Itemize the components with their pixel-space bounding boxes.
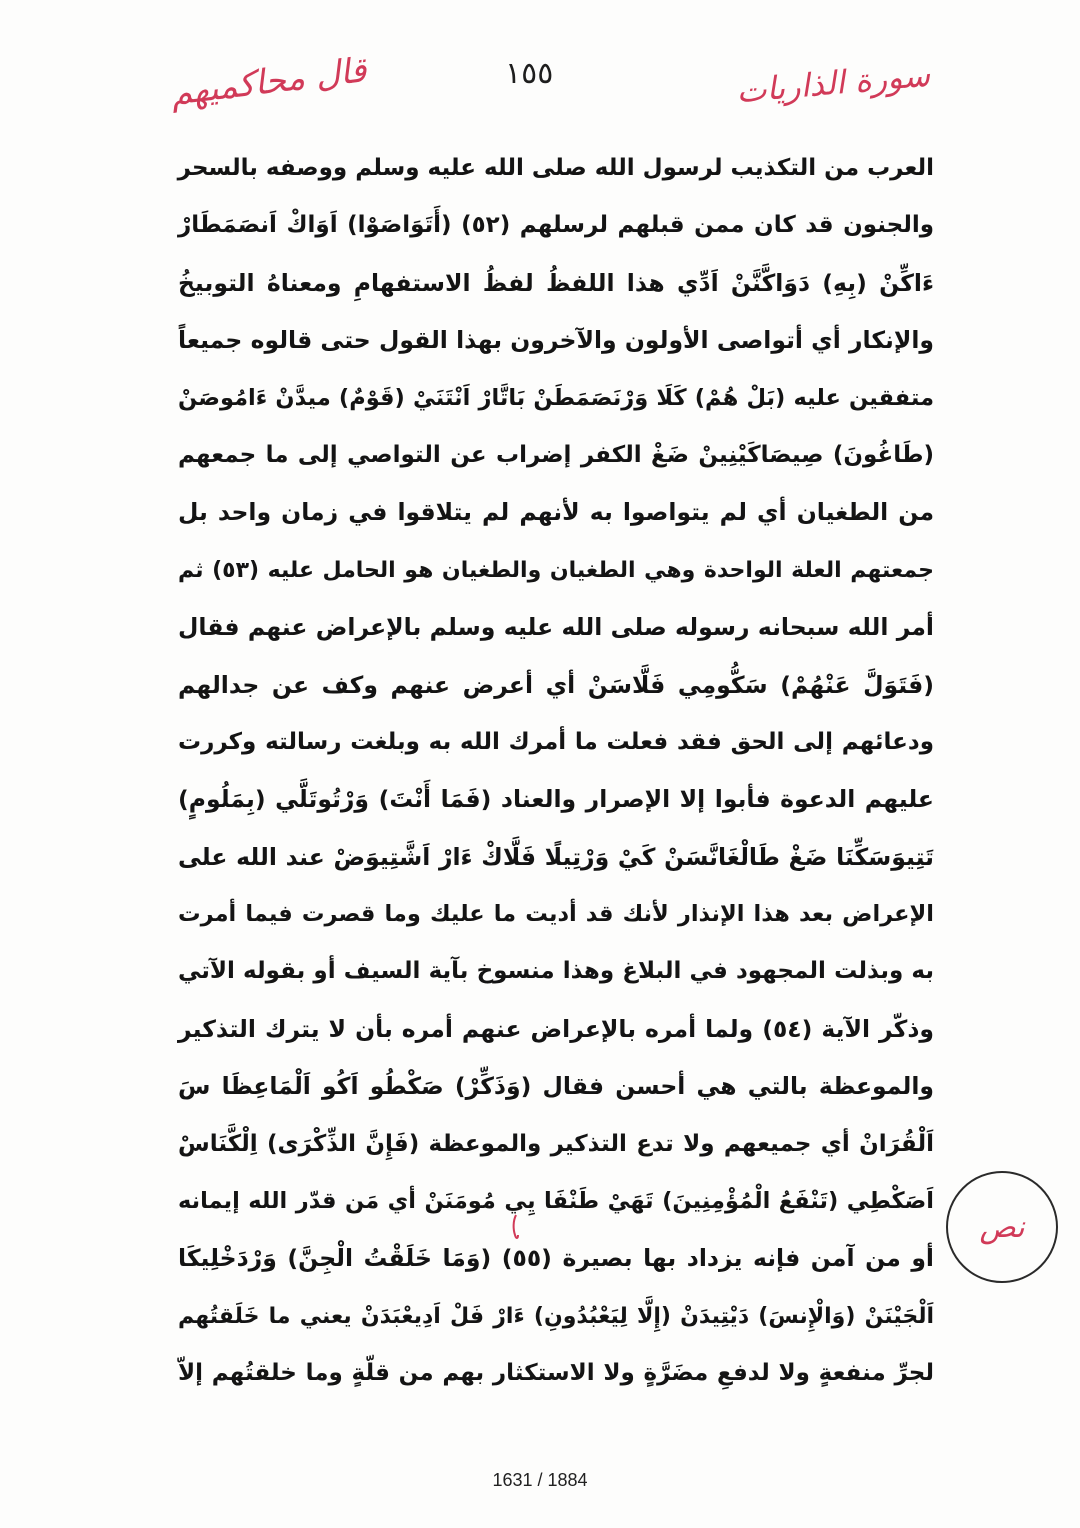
text-line: (طَاغُونَ) صِيصَاكَيْنِينْ ضَغْ الكفر إضراب عن التواصي إلى ما جمعهم xyxy=(178,441,934,468)
page-counter: 1631 / 1884 xyxy=(492,1470,588,1490)
page-number: ١٥٥ xyxy=(505,56,554,91)
text-line: لجرِّ منفعةٍ ولا لدفعِ مضَرَّةٍ ولا الاستكثار بهم من قلّةٍ وما خلقتُهم إلاّ xyxy=(178,1360,934,1387)
surah-title: سورة الذاريات xyxy=(734,55,932,111)
text-line: ودعائهم إلى الحق فقد فعلت ما أمرك الله به وبلغت رسالته وكررت xyxy=(178,728,934,755)
text-line: ءَاكِّنْ (بِهِ) دَوَاكَّنَّنْ اَدِّي هذا اللفظُ لفظُ الاستفهامِ ومعناهُ التوبيخُ xyxy=(178,268,934,297)
text-line: الإعراض بعد هذا الإنذار لأنك قد أديت ما عليك وما قصرت فيما أمرت xyxy=(178,901,934,928)
text-line: أو من آمن فإنه يزداد بها بصيرة (٥٥) (وَمَا خَلَقْتُ الْجِنَّ) وَرْدَخْلِيكَا xyxy=(178,1244,934,1273)
handwritten-note-left: قال محاكميهم xyxy=(168,50,369,114)
text-line: عليهم الدعوة فأبوا إلا الإصرار والعناد (فَمَا أَنْتَ) وَرْتُوتَلَّي (بِمَلُومٍ) xyxy=(178,785,934,814)
text-line: اَصَكْطِي (تَنْفَعُ الْمُؤْمِنِينَ) تَهَيْ طَنْفَا يِي مُومَنَنْ أي مَن قدّر الله إيمانه xyxy=(178,1188,934,1215)
text-line: والإنكار أي أتواصى الأولون والآخرون بهذا القول حتى قالوه جميعاً xyxy=(178,326,934,355)
text-line: اَلْقُرَانْ أي جميعهم ولا تدع التذكير والموعظة (فَإِنَّ الذِّكْرَى) اِلْكَّنَاسْ xyxy=(178,1130,934,1157)
text-line: تَتِيوَسَكِّنَا ضَغْ طَالْغَانَّسَنْ كَيْ وَرْتِيلًا فَلَّاكْ ءَارْ اَشَّتِيوَضْ عند الله على xyxy=(178,842,934,871)
text-line: متفقين عليه (بَلْ هُمْ) كَلَا وَرْنَصَمَطَنْ بَاتَّارْ اَنْتَنَيْ (قَوْمٌ) ميدَّنْ ءَامُوصَنْ xyxy=(178,384,934,411)
text-line: وذكّر الآية (٥٤) ولما أمره بالإعراض عنهم أمره بأن لا يترك التذكير xyxy=(178,1014,934,1043)
text-line: به وبذلت المجهود في البلاغ وهذا منسوخ بآية السيف أو بقوله الآتي xyxy=(178,958,934,985)
text-line: العرب من التكذيب لرسول الله صلى الله عليه وسلم ووصفه بالسحر xyxy=(177,155,934,181)
text-line: والموعظة بالتي هي أحسن فقال (وَذَكِّرْ) صَكْطُو اَكُو اَلْمَاعِظَا سَ xyxy=(178,1072,934,1101)
text-line: اَلْجَيْنَنْ (وَالْإِنسَ) دَيْتِيدَنْ (إِلَّا لِيَعْبُدُونِ) ءَارْ فَلْ اَدِيعْبَدَنْ يعني ما خَلَقتُهم xyxy=(178,1303,934,1329)
text-line: من الطغيان أي لم يتواصوا به لأنهم لم يتلاقوا في زمان واحد بل xyxy=(178,498,934,527)
margin-annotation-circle xyxy=(946,1171,1058,1283)
text-line: والجنون قد كان ممن قبلهم لرسلهم (٥٢) (أَتَوَاصَوْا) اَوَاكْ اَنصَمَطَارْ xyxy=(178,212,935,239)
text-line: (فَتَوَلَّ عَنْهُمْ) سَكُّومِي فَلَّاسَنْ أي أعرض عنهم وكف عن جدالهم xyxy=(178,670,934,699)
text-line: أمر الله سبحانه رسوله صلى الله عليه وسلم بالإعراض عنهم فقال xyxy=(178,613,934,642)
text-line: جمعتهم العلة الواحدة وهي الطغيان والطغيان هو الحامل عليه (٥٣) ثم xyxy=(178,557,935,583)
margin-annotation-text: نص xyxy=(979,1209,1025,1245)
red-mark-icon xyxy=(510,1213,520,1241)
body-text xyxy=(178,140,934,1403)
page-header xyxy=(170,52,930,112)
